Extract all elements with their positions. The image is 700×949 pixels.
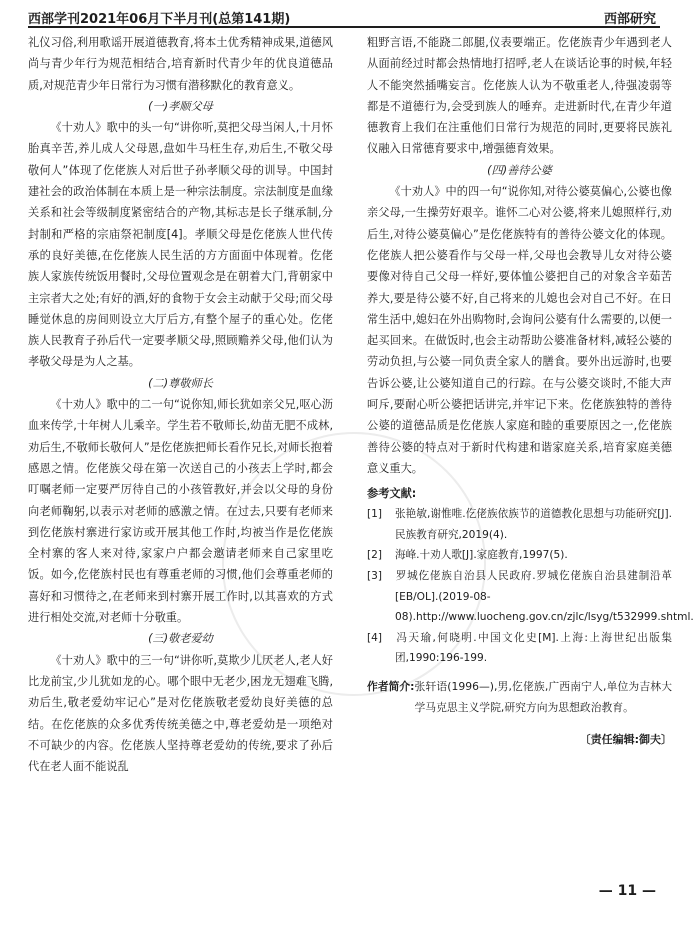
reference-number: [3] [367,570,383,583]
page-number: — 11 — [598,883,656,899]
reference-number: [1] [367,508,383,521]
references-title: 参考文献: [367,487,417,501]
intro-paragraph: 礼仪习俗,利用歌谣开展道德教育,将本土优秀精神成果,道德风尚与青少年行为规范相结合,培育新时代青少年的优良道德品质,对规范青少年日常行为习惯有潜移默化的教育意义。 [28,36,333,92]
section-title: 西部研究 [603,12,656,27]
section-heading-1: (一)孝顺父母 [148,99,213,113]
continued-paragraph: 粗野言语,不能跷二郎腿,仪表要端正。仡佬族青少年遇到老人从面前经过时都会热情地打招呼,老人在谈话论事的时候,年轻人不能突然插嘴妄言。仡佬族人认为不敬重老人,待强凌弱等都是不道德行为,会受到族人的唾弃。走进新时代,在青少年道德教育上我们在注重他们日常行为规范的同时,更要将民族礼仪融入日常德育要求中,增强德育效果。 [367,36,672,156]
body-paragraph: 《十劝人》歌中的三一句“讲你听,莫欺少儿厌老人,老人好比龙前宝,少儿犹如龙的心。哪个眼中无老少,困龙无翅难飞腾,劝后生,敬老爱幼牢记心”是对仡佬族敬老爱幼良好美德的总结。在仡佬族的众多优秀传统美德之中,尊老爱幼是一项绝对不可缺少的内容。仡佬族人坚持尊老爱幼的传统,要求了孙后代在老人面不能说乱 [28,653,333,774]
left-column [28,32,333,777]
reference-text: 冯天瑜,何晓明.中国文化史[M].上海:上海世纪出版集团,1990:196-199. [395,631,672,665]
body-paragraph: 《十劝人》歌中的头一句“讲你听,莫把父母当闲人,十月怀胎真辛苦,养儿成人父母恩,盘如牛马枉生存,劝后生,不敬父母敬何人”体现了仡佬族人对后世子孙孝顺父母的训导。中国封建社会的政治体制在本质上是一种宗法制度。宗法制度是血缘关系和社会等级制度紧密结合的产物,其标志是长子继承制,分封制和严格的宗庙祭祀制度[4]。孝顺父母是仡佬族人世代传承的良好美德,在仡佬族人民生活的方方面面中体现着。仡佬族人家族传统饭用餐时,父母位置观念是在朝着大门,背朝家中主宗者大之处;有好的酒,好的食物于女会主动献于父母;而父母睡觉休息的房间则设立大厅后方,有整个屋子的重心处。仡佬族人民教育子孙后代一定要孝顺父母,照顾赡养父母,他们认为孝敬父母是为人之基。 [28,121,333,369]
author-text: 张轩语(1996—),男,仡佬族,广西南宁人,单位为吉林大学马克思主义学院,研究方向为思想政治教育。 [414,679,672,714]
reference-item [367,628,672,669]
section-heading-2: (二)尊敬师长 [148,376,213,390]
reference-number: [2] [367,549,383,562]
body-paragraph: 《十劝人》歌中的二一句“说你知,师长犹如亲父兄,呕心沥血来传学,十年树人儿乘辛。学生若不敬师长,幼苗无肥不成林,劝后生,不敬师长敬何人”是仡佬族把师长看作兄长,对师长抱着感恩之情。仡佬族父母在第一次送自己的小孩去上学时,都会叮嘱老师一定要严厉待自己的小孩管教好,并会以父母的身份向老师鞠躬,以表示对老师的感激之情。在过去,只要有老师来到仡佬族村寨进行家访或开展其他工作时,均被当作是仡佬族全村寨的客人来对待,家家户户都会邀请老师来自己家里吃饭。如今,仡佬族村民也有尊重老师的习惯,他们会尊重老师的喜好和习惯待之,在老师来到村寨开展工作时,以其喜欢的方式进行相处交流,对老师十分敬重。 [28,398,333,625]
reference-item [367,545,672,566]
journal-title: 西部学刊2021年06月下半月刊(总第141期) [28,12,291,27]
reference-text: 海峰.十劝人歌[J].家庭教育,1997(5). [395,549,568,562]
header-rule [28,26,660,28]
section-heading-4: (四)善待公婆 [487,163,552,177]
reference-number: [4] [367,631,383,644]
author-label: 作者简介: [367,679,415,693]
author-bio [367,677,672,719]
editor-credit: 〔责任编辑:御夫〕 [579,732,672,746]
references-list [367,504,694,669]
reference-item [367,504,672,545]
section-heading-3: (三)敬老爱幼 [148,632,213,646]
reference-text: 张艳敏,谢惟唯.仡佬族依族节的道德教化思想与功能研究[J].民族教育研究,2019(4). [395,508,672,541]
body-paragraph: 《十劝人》中的四一句“说你知,对待公婆莫偏心,公婆也像亲父母,一生操劳好艰辛。谁怀二心对公婆,将来儿媳照样行,劝后生,对待公婆莫偏心”是仡佬族特有的善待公婆文化的体现。仡佬族人把公婆看作与父母一样,父母也会教导儿女对待公婆要像对待自己父母一样好,要体恤公婆把自己的对象含辛茹苦养大,要是待公婆不好,自己将来的儿媳也会对自己不好。在日常生活中,媳妇在外出购物时,会询问公婆有什么需要的,以便一起买回来。在做饭时,也会主动帮助公婆准备材料,减轻公婆的劳动负担,与公婆一同负责全家人的膳食。要外出远游时,也要告诉公婆,让公婆知道自己的行踪。在与公婆交谈时,不能大声呵斥,要耐心听公婆把话讲完,并牢记下来。仡佬族独特的善待公婆的道德品质是仡佬族人家庭和睦的重要原因之一,仡佬族善待公婆的特点对于新时代构建和谐家庭关系,培育家庭美德意义重大。 [367,185,672,475]
reference-item [367,566,694,628]
reference-text: 罗城仡佬族自治县人民政府.罗城仡佬族自治县建制沿革[EB/OL].(2019-08-08).http://www.luocheng.gov.cn/zjlc/lsyg/t532999.shtml. [395,570,694,624]
right-column [367,32,694,747]
